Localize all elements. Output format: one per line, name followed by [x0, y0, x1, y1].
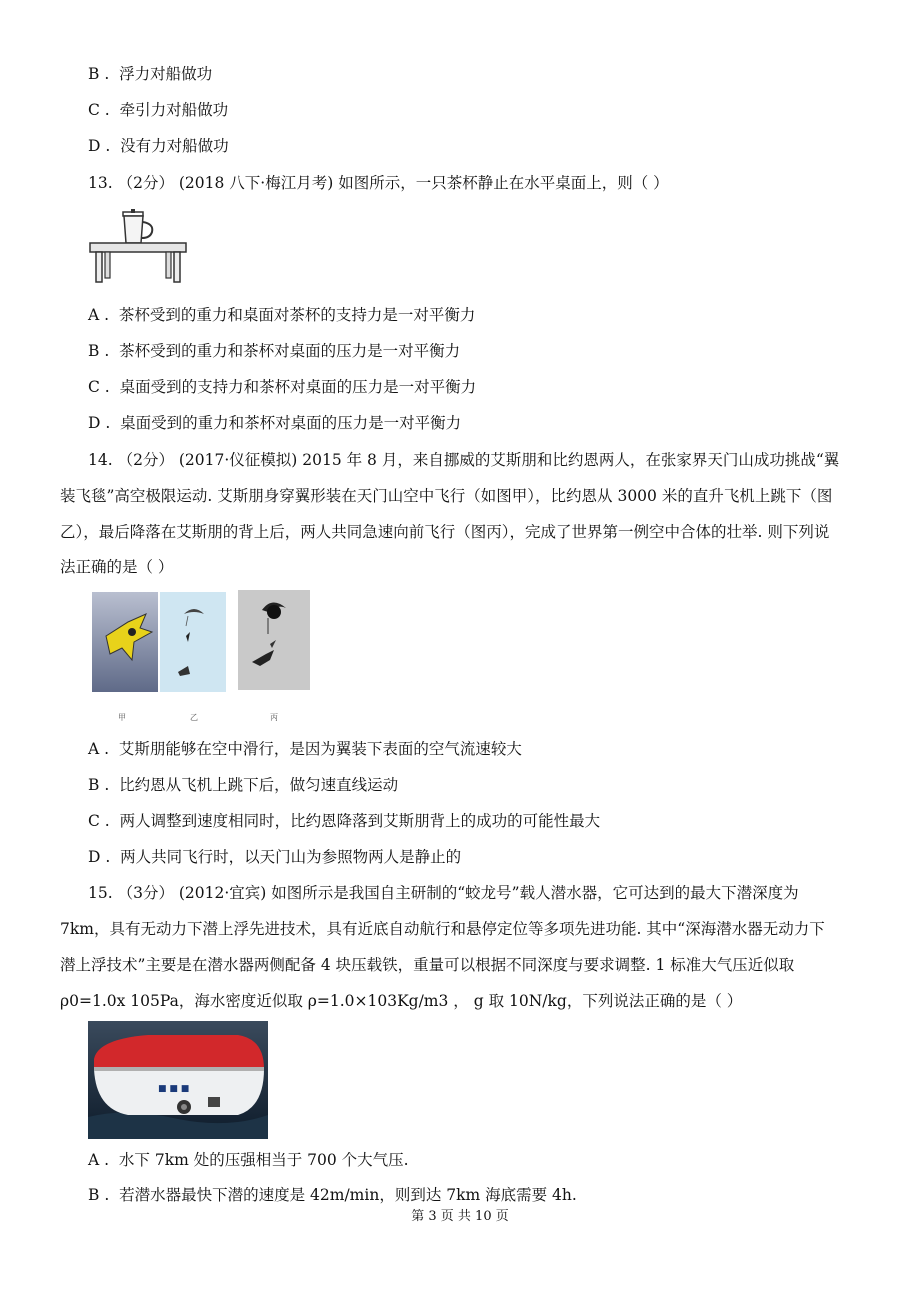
q15-option-b: B . 若潜水器最快下潜的速度是 42m/min，则到达 7km 海底需要 4h.: [88, 1186, 577, 1204]
q14-stem-line: 法正确的是（ ）: [60, 558, 174, 576]
q13-option-c: C . 桌面受到的支持力和茶杯对桌面的压力是一对平衡力: [88, 378, 477, 396]
option-key: D: [88, 414, 101, 432]
q13-option-a: A . 茶杯受到的重力和桌面对茶杯的支持力是一对平衡力: [88, 306, 476, 324]
option-text: 若潜水器最快下潜的速度是 42m/min，则到达 7km 海底需要 4h.: [119, 1186, 577, 1204]
q14-option-b: B . 比约恩从飞机上跳下后，做匀速直线运动: [88, 776, 399, 794]
q14-option-a: A . 艾斯朋能够在空中滑行，是因为翼装下表面的空气流速较大: [88, 740, 522, 758]
caption-jia: 甲: [118, 713, 126, 722]
q14-stem-line: 14. （2分） (2017·仪征模拟) 2015 年 8 月，来自挪威的艾斯朋和比约恩两人，在张家界天门山成功挑战“翼: [88, 451, 840, 469]
option-key: A: [88, 1151, 100, 1169]
option-text: 比约恩从飞机上跳下后，做匀速直线运动: [119, 776, 399, 794]
caption-yi: 乙: [190, 713, 198, 722]
option-text: 桌面受到的支持力和茶杯对桌面的压力是一对平衡力: [119, 378, 477, 396]
q14-stem-line: 装飞毯”高空极限运动. 艾斯朋身穿翼形装在天门山空中飞行（如图甲），比约恩从 3000 米的直升飞机上跳下（图: [60, 487, 833, 505]
option-text: 浮力对船做功: [119, 65, 213, 83]
q15-option-a: A . 水下 7km 处的压强相当于 700 个大气压.: [88, 1151, 409, 1169]
q12-option-b: B . 浮力对船做功: [88, 65, 213, 83]
option-key: B: [88, 776, 100, 794]
svg-text:■ ■ ■: ■ ■ ■: [158, 1084, 190, 1094]
jiaolong-submersible-photo: [88, 1021, 268, 1139]
option-text: 没有力对船做功: [120, 137, 229, 155]
option-text: 两人共同飞行时，以天门山为参照物两人是静止的: [120, 848, 462, 866]
q15-stem-line: 7km，具有无动力下潜上浮先进技术，具有近底自动航行和悬停定位等多项先进功能. 其中“深海潜水器无动力下: [60, 920, 825, 938]
photo-bing-combined: [238, 590, 310, 690]
q15-stem-line: 15. （3分） (2012·宜宾) 如图所示是我国自主研制的“蛟龙号”载人潜水器，它可达到的最大下潜深度为: [88, 884, 799, 902]
option-key: C: [88, 378, 100, 396]
q12-option-d: D . 没有力对船做功: [88, 137, 229, 155]
photo-yi-jump: [160, 592, 226, 692]
caption-bing: 丙: [270, 713, 278, 722]
q12-option-c: C . 牵引力对船做功: [88, 101, 229, 119]
q15-stem-line: 潜上浮技术”主要是在潜水器两侧配备 4 块压载铁，重量可以根据不同深度与要求调整. 1 标准大气压近似取: [60, 956, 795, 974]
q14-stem-line: 乙），最后降落在艾斯朋的背上后，两人共同急速向前飞行（图丙），完成了世界第一例空中合体的壮举. 则下列说: [60, 523, 830, 541]
q15-stem-line: ρ0=1.0x 105Pa，海水密度近似取 ρ=1.0×103Kg/m3 ， g 取 10N/kg，下列说法正确的是（ ）: [60, 992, 743, 1010]
option-key: B: [88, 65, 100, 83]
page-footer: 第 3 页 共 10 页: [411, 1209, 509, 1224]
option-key: A: [88, 306, 100, 324]
teacup-on-table-figure: [88, 208, 190, 286]
q13-option-b: B . 茶杯受到的重力和茶杯对桌面的压力是一对平衡力: [88, 342, 461, 360]
q13-option-d: D . 桌面受到的重力和茶杯对桌面的压力是一对平衡力: [88, 414, 462, 432]
option-text: 艾斯朋能够在空中滑行，是因为翼装下表面的空气流速较大: [118, 740, 522, 758]
option-text: 茶杯受到的重力和桌面对茶杯的支持力是一对平衡力: [118, 306, 476, 324]
option-text: 牵引力对船做功: [119, 101, 229, 119]
option-key: C: [88, 812, 100, 830]
q14-option-d: D . 两人共同飞行时，以天门山为参照物两人是静止的: [88, 848, 462, 866]
option-key: D: [88, 137, 101, 155]
option-key: A: [88, 740, 100, 758]
option-key: B: [88, 1186, 100, 1204]
q13-stem: 13. （2分） (2018 八下·梅江月考) 如图所示，一只茶杯静止在水平桌面上，则（ ）: [88, 174, 669, 192]
option-text: 水下 7km 处的压强相当于 700 个大气压.: [118, 1151, 409, 1169]
photo-jia-wingsuit: [92, 592, 158, 692]
option-text: 茶杯受到的重力和茶杯对桌面的压力是一对平衡力: [119, 342, 461, 360]
q14-option-c: C . 两人调整到速度相同时，比约恩降落到艾斯朋背上的成功的可能性最大: [88, 812, 601, 830]
option-key: C: [88, 101, 100, 119]
option-key: D: [88, 848, 101, 866]
option-text: 两人调整到速度相同时，比约恩降落到艾斯朋背上的成功的可能性最大: [119, 812, 601, 830]
option-key: B: [88, 342, 100, 360]
option-text: 桌面受到的重力和茶杯对桌面的压力是一对平衡力: [120, 414, 462, 432]
